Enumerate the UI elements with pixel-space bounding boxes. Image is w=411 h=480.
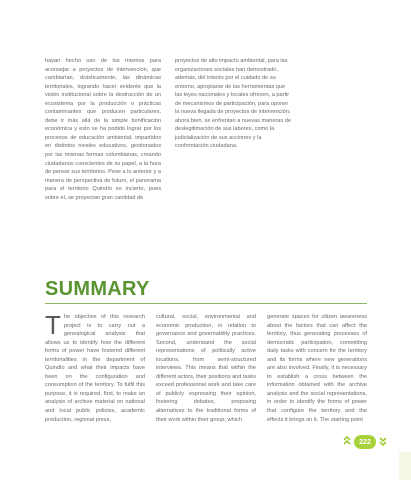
double-chevron-up-icon[interactable] (343, 436, 351, 449)
drop-cap: T (45, 310, 61, 340)
page-edge-tab (399, 452, 411, 480)
summary-column-1 (45, 310, 145, 424)
body-text-left-column: hayan hecho uso de los mismos para aconsejar a proyectos de intervención, que cambiarían, drásticamente, las dinámicas territoriales, logrando hacer evidente que la visión institucional sobre la destrucción de un ecosistema por la producción o prácticas contaminantes que producen particulares, debe ir más allá de la simple bonificación económica y esto se ha podido lograr por los procesos de educación ambiental, impartidos en distintos niveles educativos, gestionados por las mismas formas colombianas, creando ciudadanos conscientes de su papel, a la hora de pensar sus territorios. Pese a lo anterior y a manera de perspectiva de futuro, el panorama para el territorio Quindío es incierto, pues sobre el, se proyectan gran cantidad de (45, 58, 161, 201)
summary-column-3: generate spaces for citizen awareness about the factors that can affect the territory, thus generating processes of democratic participation, committing daily tasks with concern for the territory and its forms where new generations are also involved. Finally, it is necessary to establish a cross between the information obtained with the archive analysis and the social representations, in order to identify the forms of power that configure the territory and the effects it brings on it. The starting point (267, 314, 367, 423)
double-chevron-down-icon[interactable] (379, 436, 387, 449)
page-navigation (343, 435, 387, 449)
summary-heading: SUMMARY (45, 278, 150, 300)
body-text-right-column: proyectos de alto impacto ambiental, para las organizaciones sociales han demostrado, además, del interés por el cuidado de su entorno, apropiarse de las herramientas que las leyes nacionales y locales ofrecen, a partir de mecanismos de participación, para oponer la nueva llegada de proyectos de intervención; ahora bien, se enfrentan a nuevas maneras de deslegitimación de sus labores, como la judicialización de sus acciones y la confrontación ciudadana. (175, 58, 291, 150)
summary-column-2: cultural, social, environmental and economic production, in relation to governance and governability practices. Second, understand the social representations of politically active locations, from semi-structured interviews. This means that within the different actors, their positions and tasks exceed professional work and take care of publicly expressing their opinion, fostering debates, proposing alternatives to the traditional forms of their work within their group; which (156, 314, 257, 423)
page-number-badge: 222 (354, 435, 376, 449)
summary-column-1-text: he objective of this research project is to carry out a genealogical analysis that allows us to identify how the different forms of power have fostered different territorialities in the department of Quindío and what their impacts have been on the configuration and consumption of the territory. To fulfil this purpose, it is required, first, to make an analysis of archive material on national and local public policies, academic production, regional press, (45, 314, 145, 423)
summary-divider (45, 303, 367, 304)
